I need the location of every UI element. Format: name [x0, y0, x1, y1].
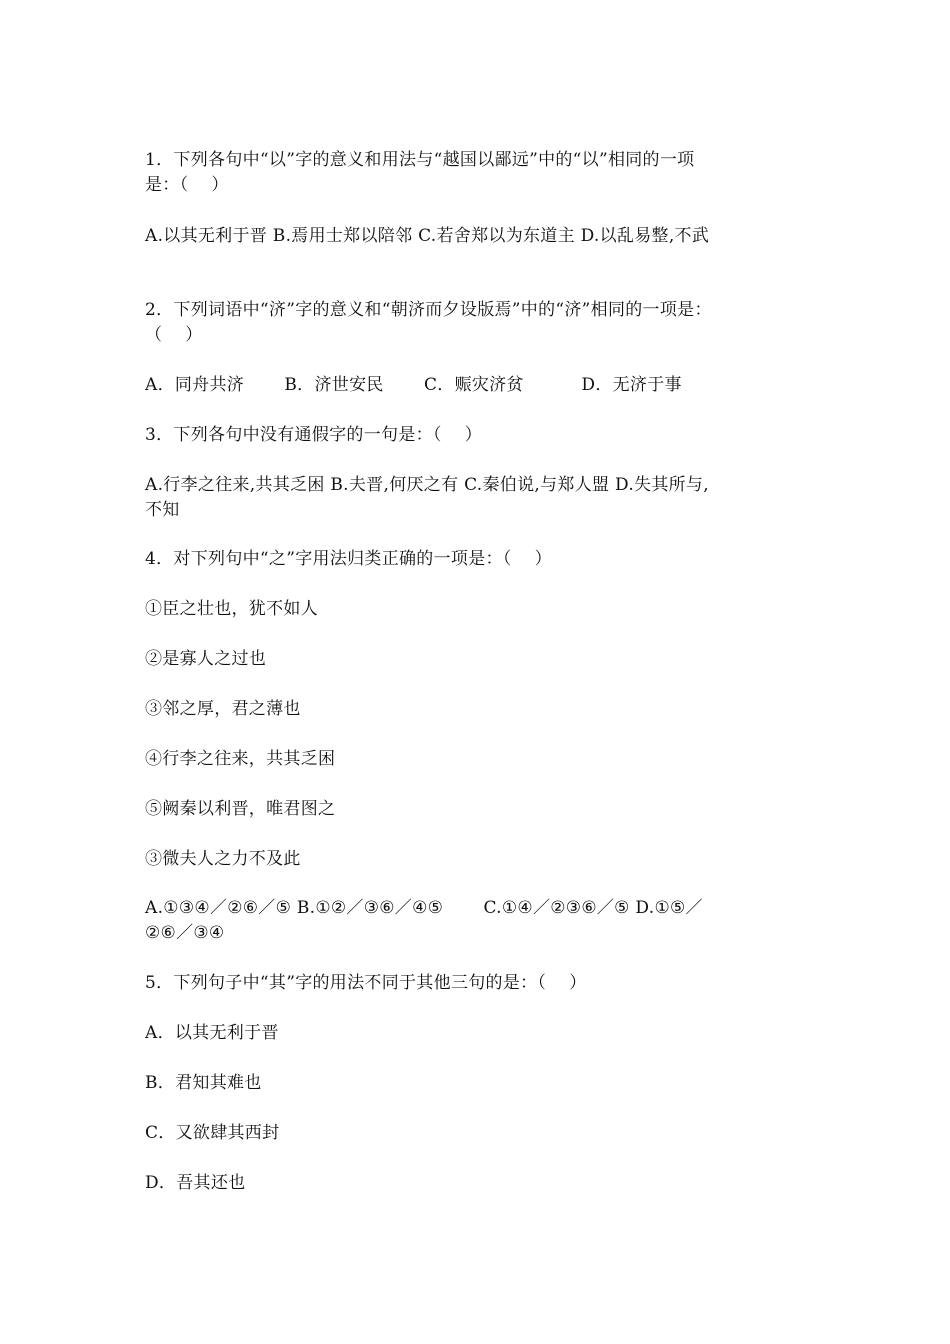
question-3-stem: 3．下列各句中没有通假字的一句是：（ ） — [145, 425, 483, 445]
question-2-options: A．同舟共济 B．济世安民 C．赈灾济贫 D．无济于事 — [145, 375, 682, 395]
question-5-option-d: D．吾其还也 — [145, 1173, 246, 1193]
question-3-options: A.行李之往来,共其乏困 B.夫晋,何厌之有 C.秦伯说,与郑人盟 D.失其所与, 不知 — [145, 475, 709, 520]
question-2-stem: 2．下列词语中“济”字的意义和“朝济而夕设版焉”中的“济”相同的一项是： （ ） — [145, 300, 712, 345]
question-4-item-5: ⑤阙秦以利晋，唯君图之 — [145, 799, 336, 819]
question-1-stem: 1．下列各句中“以”字的意义和用法与“越国以鄙远”中的“以”相同的一项 是：（ ） — [145, 150, 695, 195]
question-5-option-b: B．君知其难也 — [145, 1073, 262, 1093]
question-4-item-6: ③微夫人之力不及此 — [145, 849, 301, 869]
question-5-option-c: C．又欲肆其西封 — [145, 1123, 280, 1143]
question-4-stem: 4．对下列句中“之”字用法归类正确的一项是：（ ） — [145, 549, 552, 569]
question-1-options: A.以其无利于晋 B.焉用士郑以陪邻 C.若舍郑以为东道主 D.以乱易整,不武 — [145, 226, 710, 246]
question-4-item-1: ①臣之壮也，犹不如人 — [145, 599, 318, 619]
question-4-item-2: ②是寡人之过也 — [145, 649, 267, 669]
question-4-item-3: ③邻之厚，君之薄也 — [145, 699, 301, 719]
question-4-options: A.①③④／②⑥／⑤ B.①②／③⑥／④⑤ C.①④／②③⑥／⑤ D.①⑤／ ②⑥／③④ — [145, 898, 703, 943]
question-5-stem: 5．下列句子中“其”字的用法不同于其他三句的是：（ ） — [145, 973, 587, 993]
question-5-option-a: A．以其无利于晋 — [145, 1023, 279, 1043]
question-4-item-4: ④行李之往来，共其乏困 — [145, 749, 336, 769]
